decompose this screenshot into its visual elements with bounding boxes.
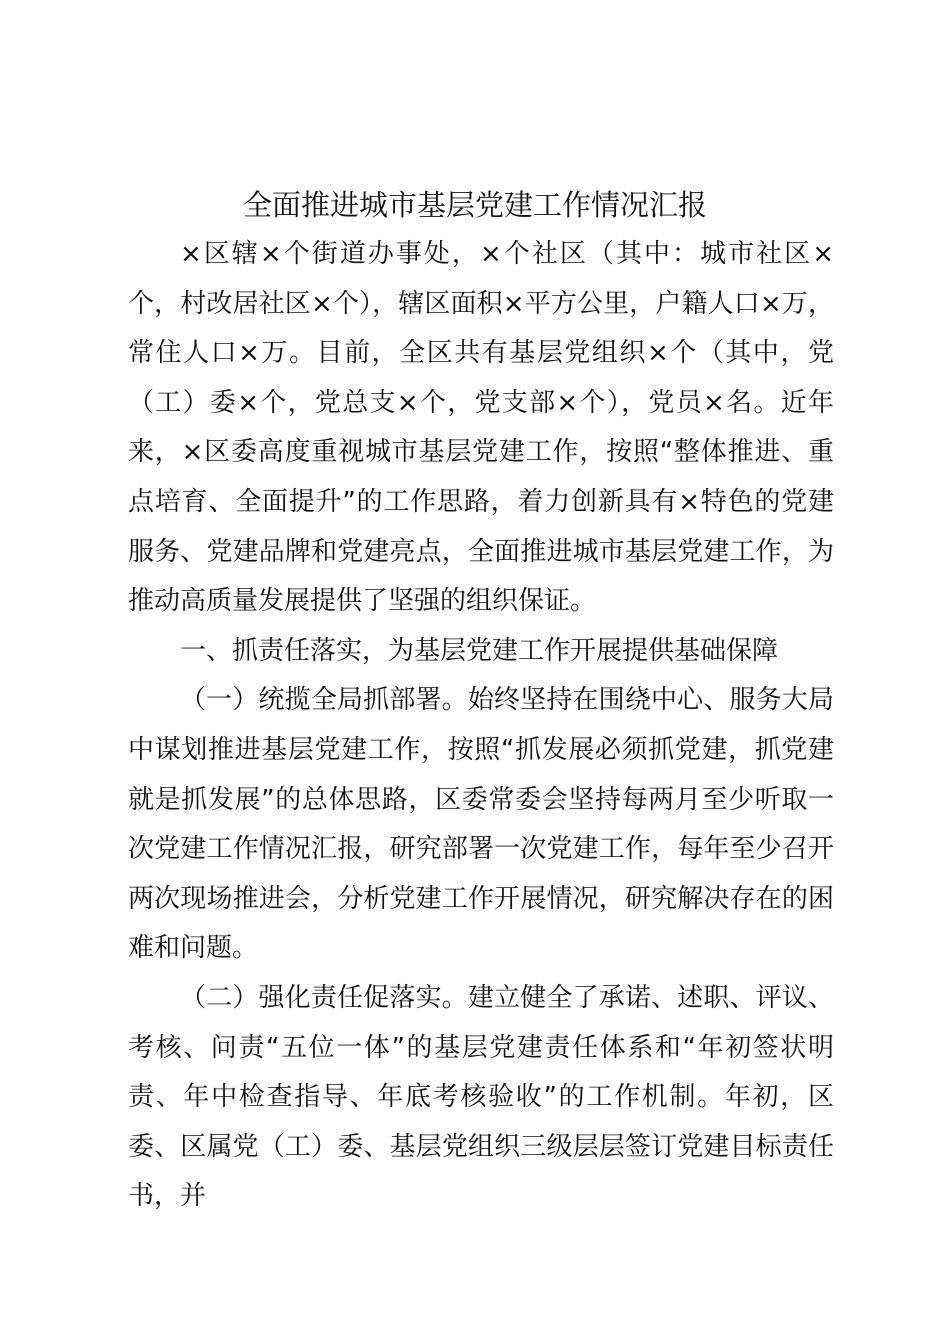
paragraph-overview: ×区辖×个街道办事处，×个社区（其中：城市社区×个，村改居社区×个），辖区面积×平方公里，户籍人口×万，常住人口×万。目前，全区共有基层党组织×个（其中，党（工）委×个，党总支×个，党支部×个），党员×名。近年来，×区委高度重视城市基层党建工作，按照“整体推进、重点培育、全面提升”的工作思路，着力创新具有×特色的党建服务、党建品牌和党建亮点，全面推进城市基层党建工作，为推动高质量发展提供了坚强的组织保证。 bbox=[128, 239, 834, 617]
document-body bbox=[128, 230, 834, 1222]
paragraph-deployment: （一）统揽全局抓部署。始终坚持在围绕中心、服务大局中谋划推进基层党建工作，按照“抓发展必须抓党建，抓党建就是抓发展”的总体思路，区委常委会坚持每两月至少听取一次党建工作情况汇报，研究部署一次党建工作，每年至少召开两次现场推进会，分析党建工作开展情况，研究解决存在的困难和问题。 bbox=[128, 685, 834, 964]
section-heading-1: 一、抓责任落实，为基层党建工作开展提供基础保障 bbox=[180, 635, 779, 666]
document-title: 全面推进城市基层党建工作情况汇报 bbox=[242, 188, 707, 222]
paragraph-responsibility: （二）强化责任促落实。建立健全了承诺、述职、评议、考核、问责“五位一体”的基层党建责任体系和“年初签状明责、年中检查指导、年底考核验收”的工作机制。年初，区委、区属党（工）委、基层党组织三级层层签订党建目标责任书，并 bbox=[128, 982, 834, 1212]
